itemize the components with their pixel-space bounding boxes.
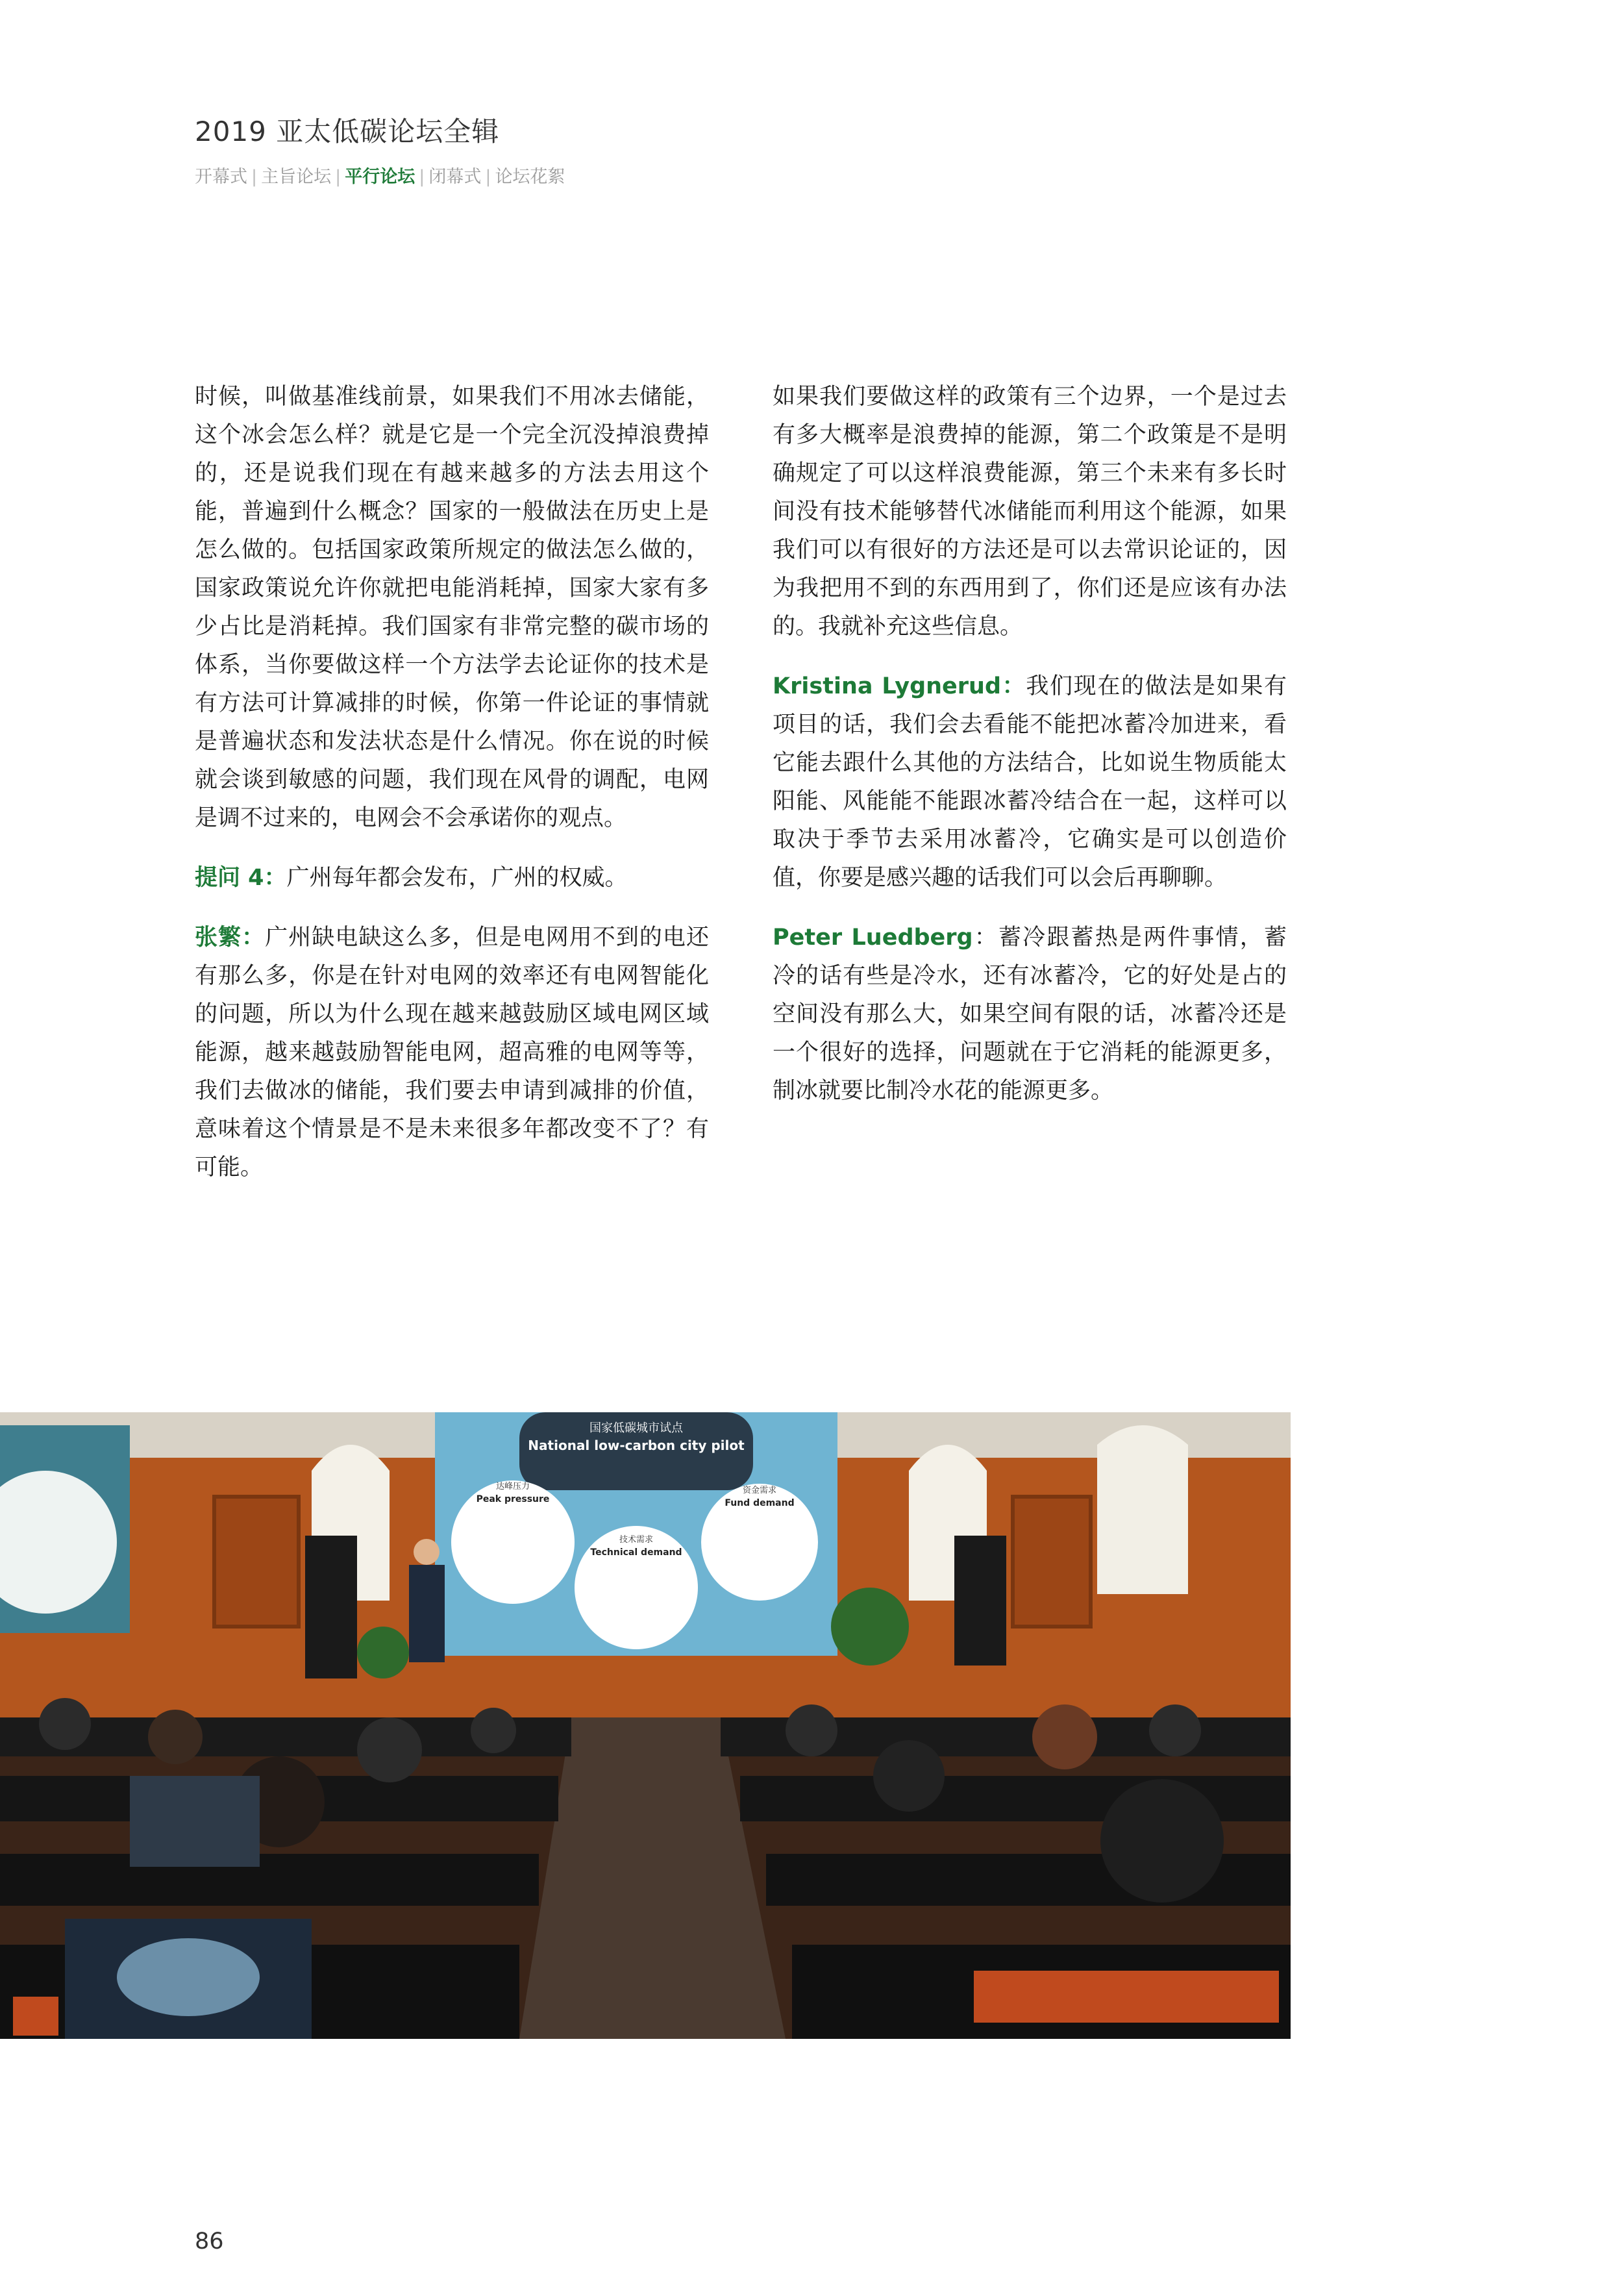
speaker-label: Peter Luedberg [773, 925, 973, 951]
nav-keynote[interactable]: 主旨论坛 [261, 167, 332, 187]
nav-closing[interactable]: 闭幕式 [428, 167, 482, 187]
circle-right-cn: 资金需求 [742, 1486, 777, 1495]
screen-title-en: National low-carbon city pilot [528, 1438, 745, 1453]
page-number: 86 [195, 2228, 224, 2254]
nav-parallel-forum[interactable]: 平行论坛 [345, 167, 415, 187]
left-text-column [195, 378, 709, 1208]
paragraph [773, 919, 1287, 1110]
speaker-label: 提问 4： [195, 865, 287, 891]
speech-text: 我们现在的做法是如果有项目的话，我们会去看能不能把冰蓄冷加进来，看它能去跟什么其他的方法结合，比如说生物质能太阳能、风能能不能跟冰蓄冷结合在一起，这样可以取决于季节去采用冰蓄冷，它确实是可以创造价值，你要是感兴趣的话我们可以会后再聊聊。 [773, 673, 1287, 891]
page-header [195, 110, 565, 188]
nav-highlights[interactable]: 论坛花絮 [495, 167, 565, 187]
circle-right-en: Fund demand [725, 1498, 795, 1508]
section-nav: 开幕式 | 主旨论坛 | 平行论坛 | 闭幕式 | 论坛花絮 [195, 167, 565, 187]
speech-text: 广州缺电缺这么多，但是电网用不到的电还有那么多，你是在针对电网的效率还有电网智能化的问题，所以为什么现在越来越鼓励区域电网区域能源，越来越鼓励智能电网，超高雅的电网等等，我们去做冰的储能，我们要去申请到减排的价值，意味着这个情景是不是未来很多年都改变不了？有可能。 [195, 925, 709, 1180]
speaker-label: Kristina Lygnerud： [773, 673, 1026, 699]
circle-mid-cn: 技术需求 [619, 1535, 654, 1545]
forum-photo [0, 1412, 1291, 2039]
speaker-label: 张繁： [195, 925, 266, 951]
speech-text: ：蓄冷跟蓄热是两件事情，蓄冷的话有些是冷水，还有冰蓄冷，它的好处是占的空间没有那么大，如果空间有限的话，冰蓄冷还是一个很好的选择，问题就在于它消耗的能源更多，制冰就要比制冷水花的能源更多。 [773, 925, 1287, 1104]
paragraph [195, 859, 709, 897]
nav-opening[interactable]: 开幕式 [195, 167, 247, 187]
circle-left-en: Peak pressure [476, 1494, 550, 1504]
paragraph: 时候，叫做基准线前景，如果我们不用冰去储能，这个冰会怎么样？就是它是一个完全沉没掉浪费掉的，还是说我们现在有越来越多的方法去用这个能，普遍到什么概念？国家的一般做法在历史上是怎么做的。包括国家政策所规定的做法怎么做的，国家政策说允许你就把电能消耗掉，国家大家有多少占比是消耗掉。我们国家有非常完整的碳市场的体系，当你要做这样一个方法学去论证你的技术是有方法可计算减排的时候，你第一件论证的事情就是普遍状态和发法状态是什么情况。你在说的时候就会谈到敏感的问题，我们现在风骨的调配，电网是调不过来的，电网会不会承诺你的观点。 [195, 384, 709, 831]
paragraph [773, 668, 1287, 897]
paragraph: 如果我们要做这样的政策有三个边界，一个是过去有多大概率是浪费掉的能源，第二个政策是不是明确规定了可以这样浪费能源，第三个未来有多长时间没有技术能够替代冰储能而利用这个能源，如果我们可以有很好的方法还是可以去常识论证的，因为我把用不到的东西用到了，你们还是应该有办法的。我就补充这些信息。 [773, 384, 1287, 640]
right-text-column [773, 378, 1287, 1132]
circle-left-cn: 达峰压力 [495, 1482, 530, 1491]
screen-title-cn: 国家低碳城市试点 [589, 1421, 683, 1435]
circle-mid-en: Technical demand [590, 1547, 682, 1558]
publication-title: 2019 亚太低碳论坛全辑 [195, 116, 500, 147]
speech-text: 广州每年都会发布，广州的权威。 [286, 865, 628, 891]
paragraph [195, 919, 709, 1187]
